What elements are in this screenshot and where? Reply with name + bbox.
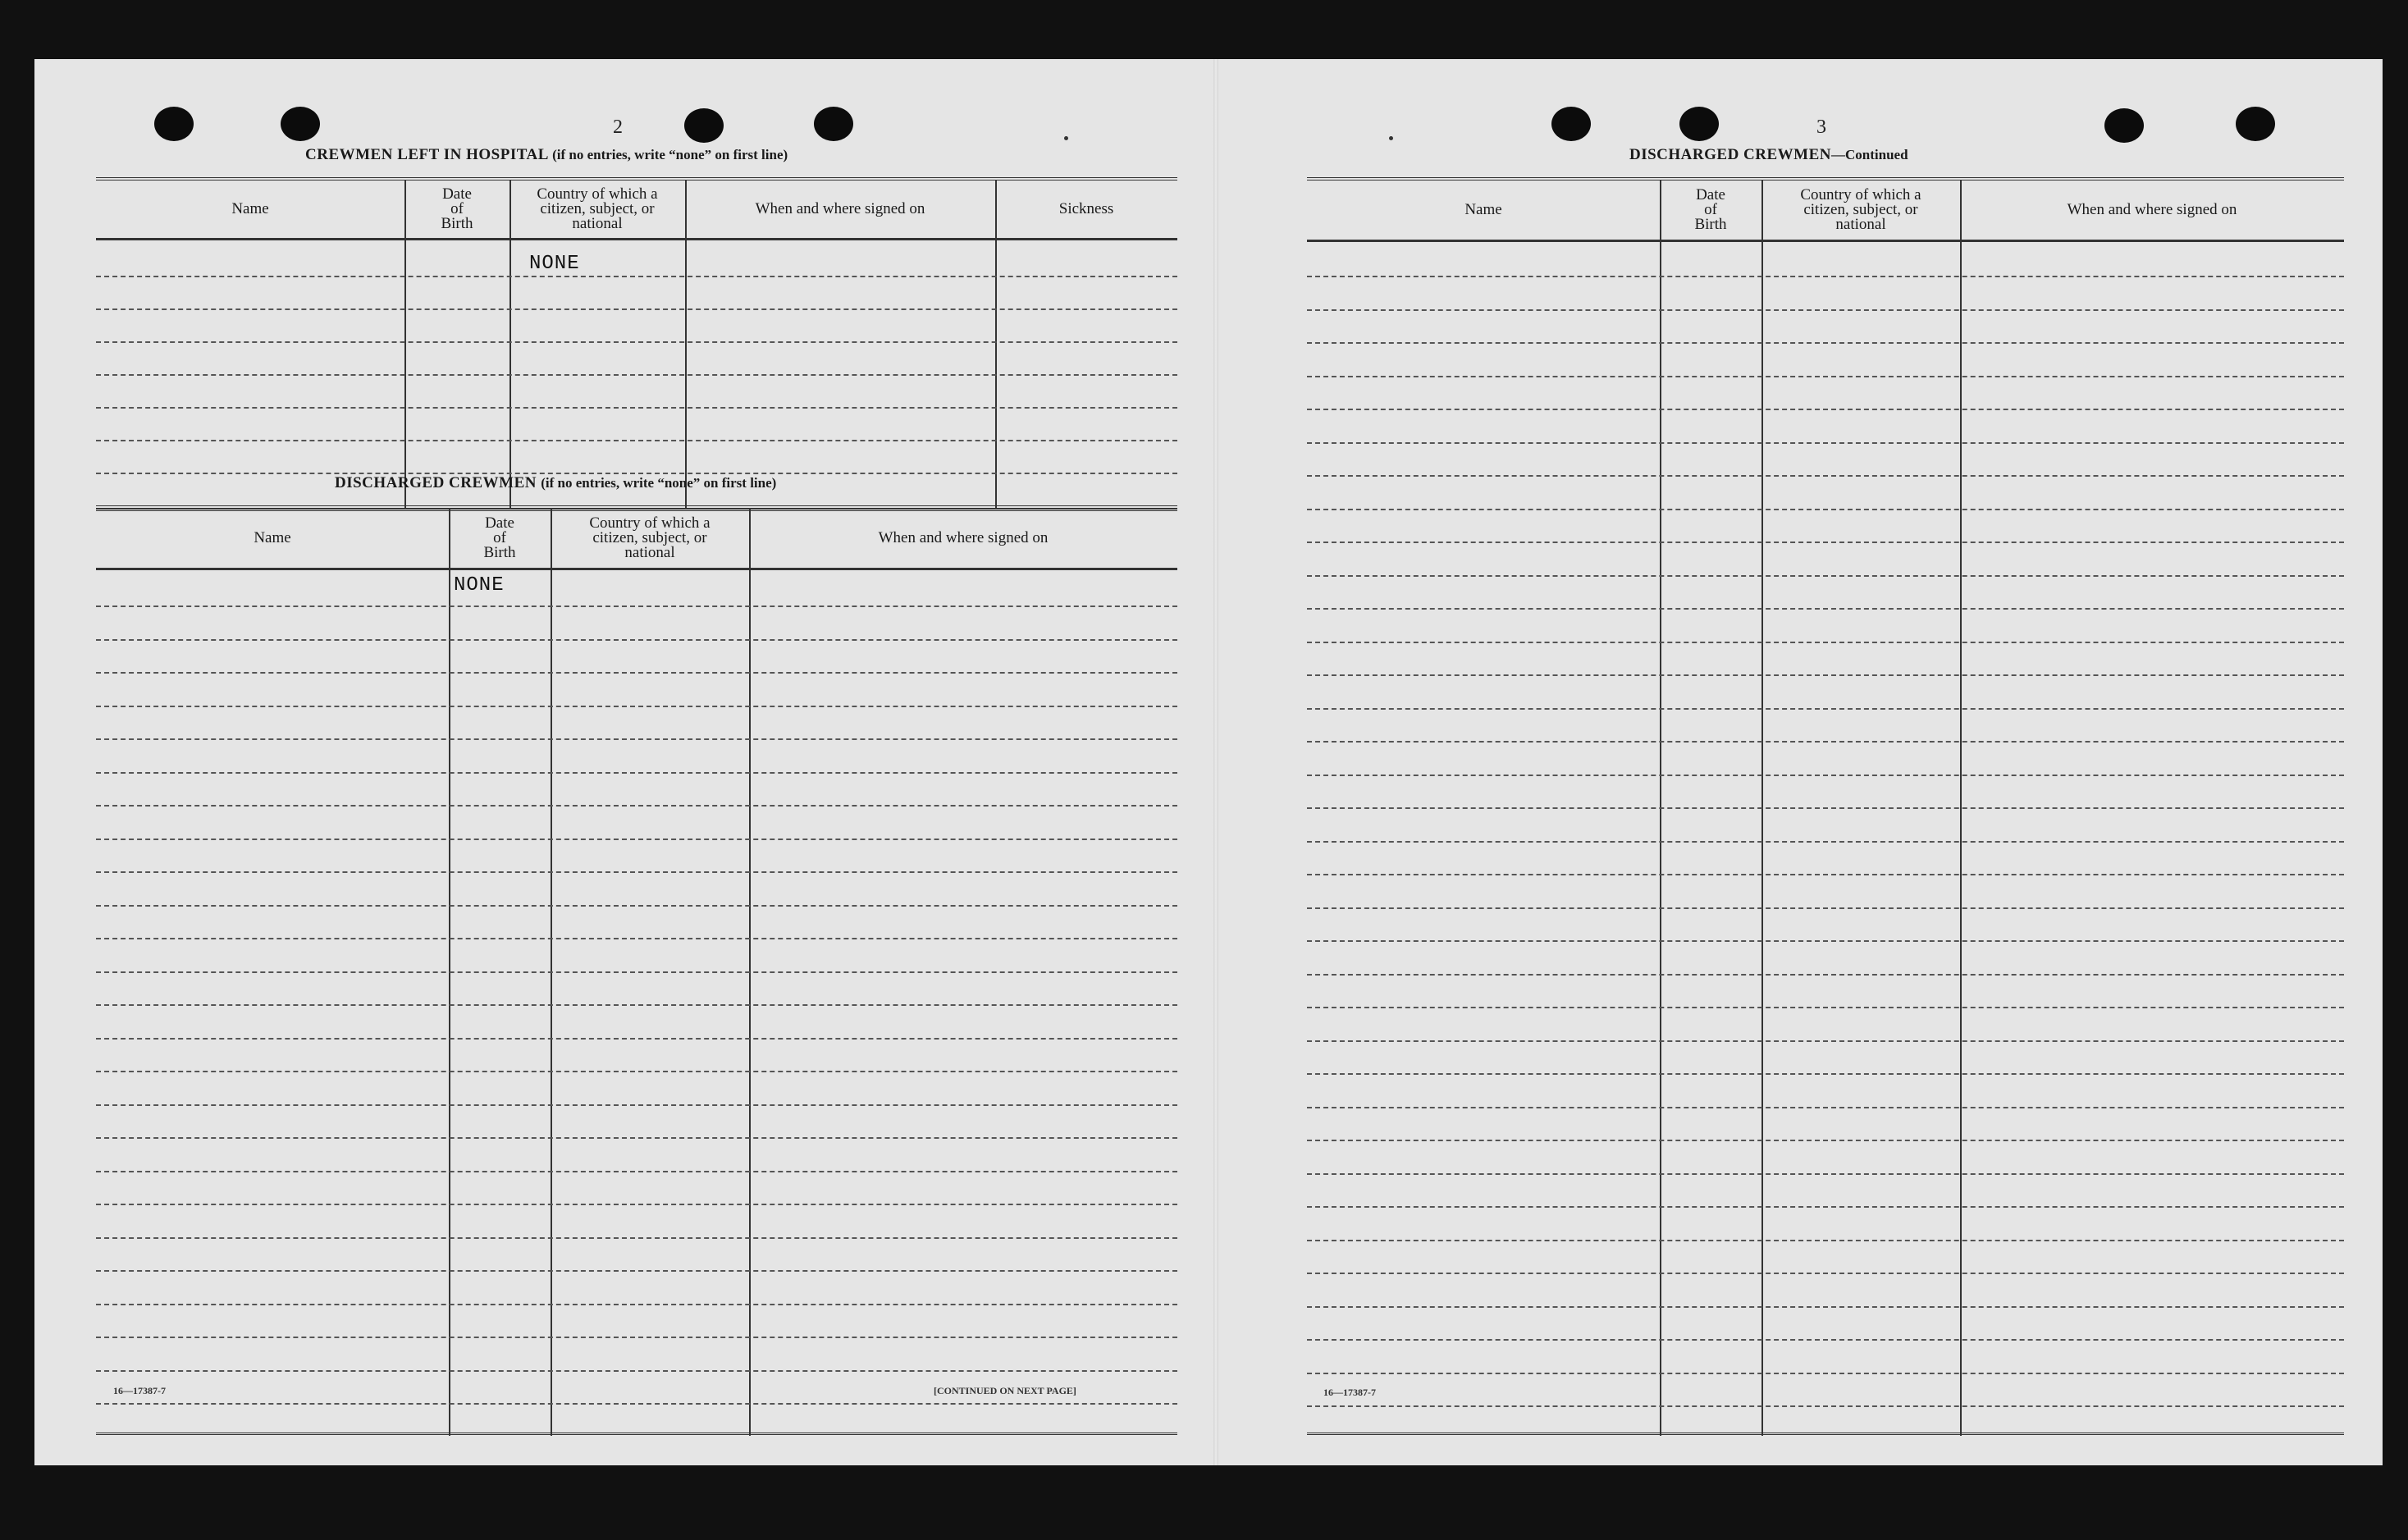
entry-line: [1307, 1339, 2344, 1341]
entry-line: [96, 605, 1177, 607]
entry-line: [1307, 1140, 2344, 1141]
entry-line: [1307, 775, 2344, 776]
column-divider: [509, 181, 511, 509]
entry-line: [1307, 1206, 2344, 1208]
entry-line: [1307, 1306, 2344, 1308]
column-header-country: Country of which a citizen, subject, or national: [537, 185, 658, 232]
discharged-section-title: [335, 474, 776, 492]
hospital-instruction: (if no entries, write “none” on first line): [552, 147, 788, 162]
entry-line: [1307, 974, 2344, 976]
column-header-date-of-birth: Date of Birth: [1694, 186, 1727, 233]
entry-line: [96, 971, 1177, 973]
entry-line: [96, 706, 1177, 707]
column-divider: [404, 181, 406, 509]
continued-label: —Continued: [1831, 147, 1908, 162]
table-bottom-rule: [96, 1433, 1177, 1435]
page-number: 3: [1816, 117, 1826, 138]
entry-line: [1307, 442, 2344, 444]
document-sheet: [34, 59, 2383, 1465]
column-divider: [685, 181, 687, 509]
column-header-country: Country of which a citizen, subject, or national: [589, 514, 711, 561]
discharged-title-text: DISCHARGED CREWMEN: [335, 474, 537, 491]
entry-line: [96, 639, 1177, 641]
entry-line: [96, 1104, 1177, 1106]
entry-line: [1307, 475, 2344, 477]
punch-hole: [2104, 108, 2144, 143]
entry-line: [96, 1304, 1177, 1305]
entry-line: [96, 374, 1177, 376]
entry-line: [1307, 807, 2344, 809]
entry-line: [96, 1137, 1177, 1139]
column-header-signed-on: When and where signed on: [755, 200, 925, 217]
punch-hole: [684, 108, 724, 143]
punch-hole: [814, 107, 853, 141]
entry-line: [1307, 642, 2344, 643]
entry-line: [1307, 841, 2344, 843]
entry-line: [1307, 309, 2344, 311]
column-header-name: Name: [254, 529, 291, 546]
entry-line: [1307, 342, 2344, 344]
entry-line: [96, 1237, 1177, 1239]
column-header-country: Country of which a citizen, subject, or national: [1800, 186, 1921, 233]
hospital-table-header: [96, 181, 1177, 240]
discharged-continued-title-text: DISCHARGED CREWMEN: [1629, 146, 1831, 163]
entry-line: [1307, 409, 2344, 410]
discharged-entry-none: NONE: [454, 574, 505, 596]
entry-line: [1307, 1007, 2344, 1008]
hospital-title-text: CREWMEN LEFT IN HOSPITAL: [305, 146, 548, 163]
discharged-continued-table: [1307, 177, 2344, 1436]
entry-line: [1307, 542, 2344, 543]
ink-dot: [1064, 136, 1068, 140]
entry-line: [1307, 1240, 2344, 1241]
entry-line: [1307, 1173, 2344, 1175]
entry-line: [1307, 940, 2344, 942]
discharged-instruction: (if no entries, write “none” on first line): [541, 475, 777, 491]
form-number: 16—17387-7: [113, 1385, 166, 1396]
entry-line: [96, 1403, 1177, 1405]
page-number: 2: [613, 117, 623, 138]
hospital-entry-none: NONE: [529, 253, 580, 275]
entry-line: [1307, 575, 2344, 577]
entry-line: [1307, 376, 2344, 377]
punch-hole: [1679, 107, 1719, 141]
entry-line: [96, 839, 1177, 840]
entry-line: [1307, 741, 2344, 743]
entry-line: [96, 1071, 1177, 1072]
form-number: 16—17387-7: [1323, 1387, 1376, 1398]
entry-line: [96, 738, 1177, 740]
entry-line: [96, 440, 1177, 441]
continued-note: [CONTINUED ON NEXT PAGE]: [934, 1385, 1076, 1396]
entry-line: [1307, 1073, 2344, 1075]
entry-line: [96, 772, 1177, 774]
hospital-section-title: [305, 146, 788, 164]
entry-line: [1307, 674, 2344, 676]
discharged-table-header: [96, 509, 1177, 570]
entry-line: [1307, 1405, 2344, 1407]
entry-line: [1307, 907, 2344, 909]
entry-line: [1307, 708, 2344, 710]
table-bottom-rule: [1307, 1433, 2344, 1435]
entry-line: [96, 905, 1177, 907]
column-header-date-of-birth: Date of Birth: [441, 185, 473, 232]
entry-line: [1307, 1107, 2344, 1108]
entry-line: [96, 407, 1177, 409]
page-left: [34, 59, 1213, 1465]
entry-line: [96, 1171, 1177, 1172]
entry-line: [1307, 1273, 2344, 1274]
entry-line: [96, 1337, 1177, 1338]
column-header-name: Name: [1464, 201, 1502, 218]
discharged-continued-title: [1629, 146, 1908, 164]
column-header-signed-on: When and where signed on: [2067, 201, 2237, 218]
column-header-date-of-birth: Date of Birth: [483, 514, 516, 561]
punch-hole: [154, 107, 194, 141]
entry-line: [96, 1038, 1177, 1040]
punch-hole: [281, 107, 320, 141]
entry-line: [1307, 276, 2344, 277]
entry-line: [96, 276, 1177, 277]
hospital-table: [96, 177, 1177, 514]
page-right: [1218, 59, 2383, 1465]
entry-line: [96, 1204, 1177, 1205]
entry-line: [96, 871, 1177, 873]
ink-dot: [1389, 136, 1393, 140]
entry-line: [96, 308, 1177, 310]
entry-line: [1307, 1373, 2344, 1374]
punch-hole: [1551, 107, 1591, 141]
entry-line: [1307, 874, 2344, 875]
column-divider: [995, 181, 997, 509]
entry-line: [96, 805, 1177, 807]
column-header-name: Name: [231, 200, 269, 217]
entry-line: [96, 938, 1177, 939]
entry-line: [96, 341, 1177, 343]
entry-line: [96, 1270, 1177, 1272]
entry-line: [1307, 608, 2344, 610]
entry-line: [96, 672, 1177, 674]
column-header-sickness: Sickness: [1058, 200, 1114, 217]
entry-line: [1307, 1040, 2344, 1042]
punch-hole: [2236, 107, 2275, 141]
discharged-table: [96, 505, 1177, 1436]
entry-line: [1307, 509, 2344, 510]
column-header-signed-on: When and where signed on: [878, 529, 1049, 546]
entry-line: [96, 1370, 1177, 1372]
discharged-continued-table-header: [1307, 181, 2344, 242]
entry-line: [96, 1004, 1177, 1006]
